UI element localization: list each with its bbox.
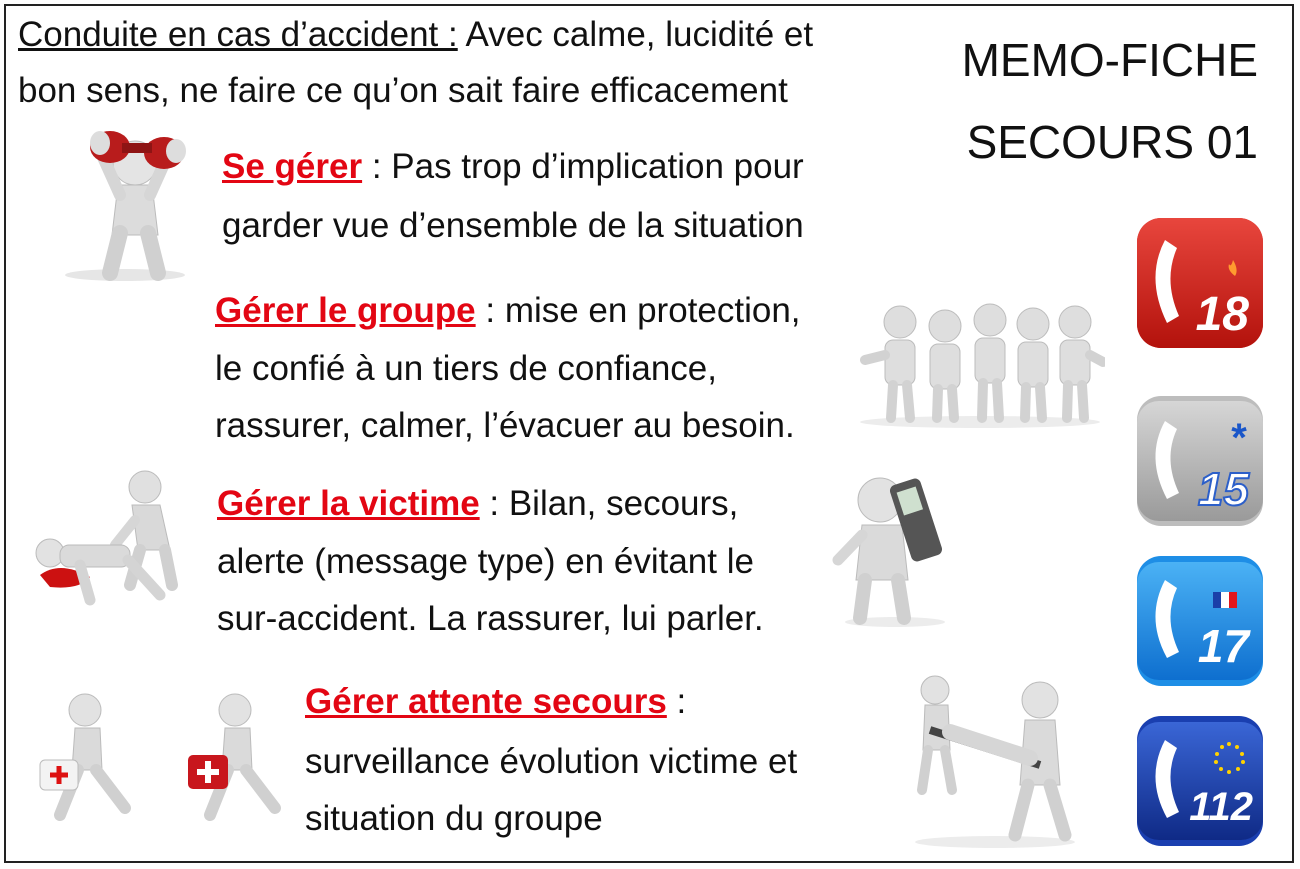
emergency-17-icon	[1137, 556, 1263, 686]
emergency-15-icon	[1137, 396, 1263, 526]
section-text-line: alerte (message type) en évitant le	[217, 542, 754, 581]
section-text-line: surveillance évolution victime et	[305, 742, 798, 781]
section-heading: Se gérer	[222, 147, 363, 186]
section-text-line: sur-accident. La rassurer, lui parler.	[217, 599, 764, 638]
memo-title-line-2: SECOURS 01	[966, 116, 1258, 168]
running-medic-figure-icon	[180, 690, 300, 830]
phone-call-figure-icon	[820, 470, 970, 630]
binoculars-figure-icon	[40, 125, 210, 285]
intro-text: Avec calme, lucidité et	[457, 15, 814, 54]
section-heading: Gérer le groupe	[215, 291, 476, 330]
emergency-112-icon	[1137, 716, 1263, 846]
section-text-line: garder vue d’ensemble de la situation	[222, 206, 804, 245]
emergency-number: 112	[1189, 785, 1253, 829]
section-text: :	[666, 682, 687, 721]
emergency-number: 15	[1197, 463, 1249, 515]
emergency-number: 18	[1195, 288, 1249, 341]
section-heading: Gérer attente secours	[305, 682, 667, 721]
memo-title-line-1: MEMO-FICHE	[961, 34, 1258, 86]
section-heading: Gérer la victime	[217, 484, 480, 523]
first-aid-victim-figure-icon	[20, 465, 190, 615]
intro-line-1	[18, 6, 813, 64]
emergency-18-icon	[1137, 218, 1263, 348]
section-text-line: rassurer, calmer, l’évacuer au besoin.	[215, 406, 795, 445]
section-gerer-victime	[217, 475, 738, 533]
section-text: : mise en protection,	[475, 291, 801, 330]
section-se-gerer	[222, 138, 804, 196]
section-text: : Bilan, secours,	[479, 484, 739, 523]
section-gerer-groupe	[215, 282, 801, 340]
section-gerer-attente	[305, 673, 686, 731]
section-text-line: situation du groupe	[305, 799, 603, 838]
stretcher-figures-icon	[890, 670, 1090, 850]
emergency-number: 17	[1197, 620, 1249, 672]
intro-line-2: bon sens, ne faire ce qu’on sait faire efficacement	[18, 71, 788, 110]
intro-title: Conduite en cas d’accident :	[18, 15, 458, 54]
group-figures-icon	[855, 300, 1105, 430]
section-text: : Pas trop d’implication pour	[362, 147, 804, 186]
running-medic-figure-icon	[30, 690, 150, 830]
svg-text:*: *	[1231, 416, 1247, 460]
section-text-line: le confié à un tiers de confiance,	[215, 349, 717, 388]
